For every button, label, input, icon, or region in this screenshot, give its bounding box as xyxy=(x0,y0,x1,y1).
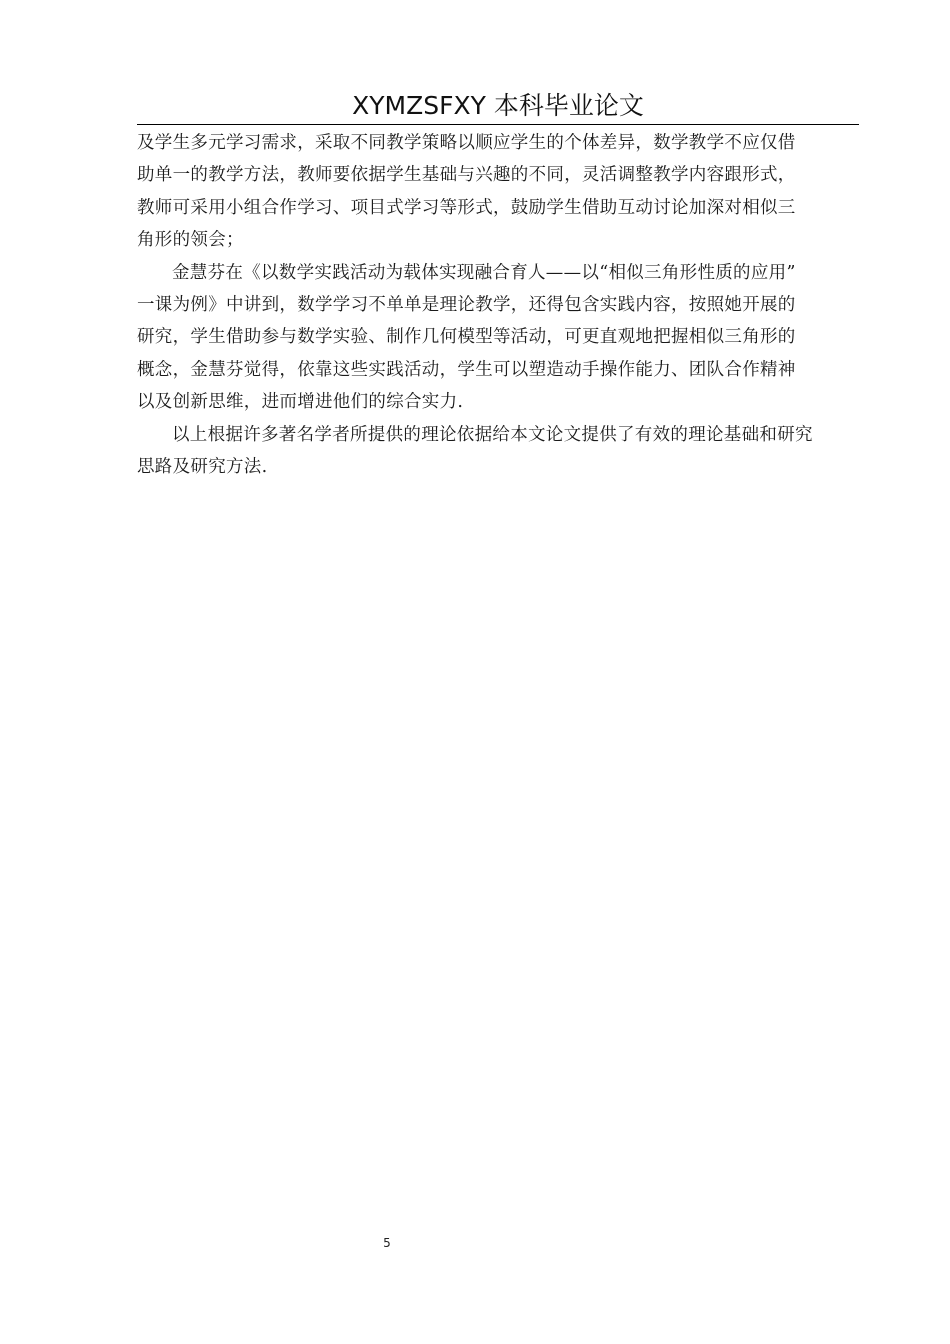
text-line: 金慧芬在《以数学实践活动为载体实现融合育人——以“相似三角形性质的应用” xyxy=(172,262,796,283)
paragraph-continued xyxy=(137,127,859,257)
text-line: 概念，金慧芬觉得，依靠这些实践活动，学生可以塑造动手操作能力、团队合作精神 xyxy=(137,359,796,380)
header-rule xyxy=(137,124,859,125)
text-line: 以及创新思维，进而增进他们的综合实力. xyxy=(137,392,464,413)
text-line: 思路及研究方法. xyxy=(137,457,268,478)
text-line: 助单一的教学方法，教师要依据学生基础与兴趣的不同，灵活调整教学内容跟形式， xyxy=(137,165,796,186)
paragraph-jin-huifen xyxy=(137,257,859,419)
running-header-title: XYMZSFXY 本科毕业论文 xyxy=(352,91,644,120)
body-text xyxy=(137,127,859,483)
paragraph-summary xyxy=(137,419,859,484)
text-line: 及学生多元学习需求，采取不同教学策略以顺应学生的个体差异，数学教学不应仅借 xyxy=(137,133,796,153)
text-line: 以上根据许多著名学者所提供的理论依据给本文论文提供了有效的理论基础和研究 xyxy=(172,424,813,445)
page-number: 5 xyxy=(383,1236,391,1250)
text-line: 研究，学生借助参与数学实验、制作几何模型等活动，可更直观地把握相似三角形的 xyxy=(137,327,796,348)
text-line: 一课为例》中讲到，数学学习不单单是理论教学，还得包含实践内容，按照她开展的 xyxy=(137,295,796,316)
text-line: 角形的领会； xyxy=(137,230,244,251)
text-line: 教师可采用小组合作学习、项目式学习等形式，鼓励学生借助互动讨论加深对相似三 xyxy=(137,197,796,218)
